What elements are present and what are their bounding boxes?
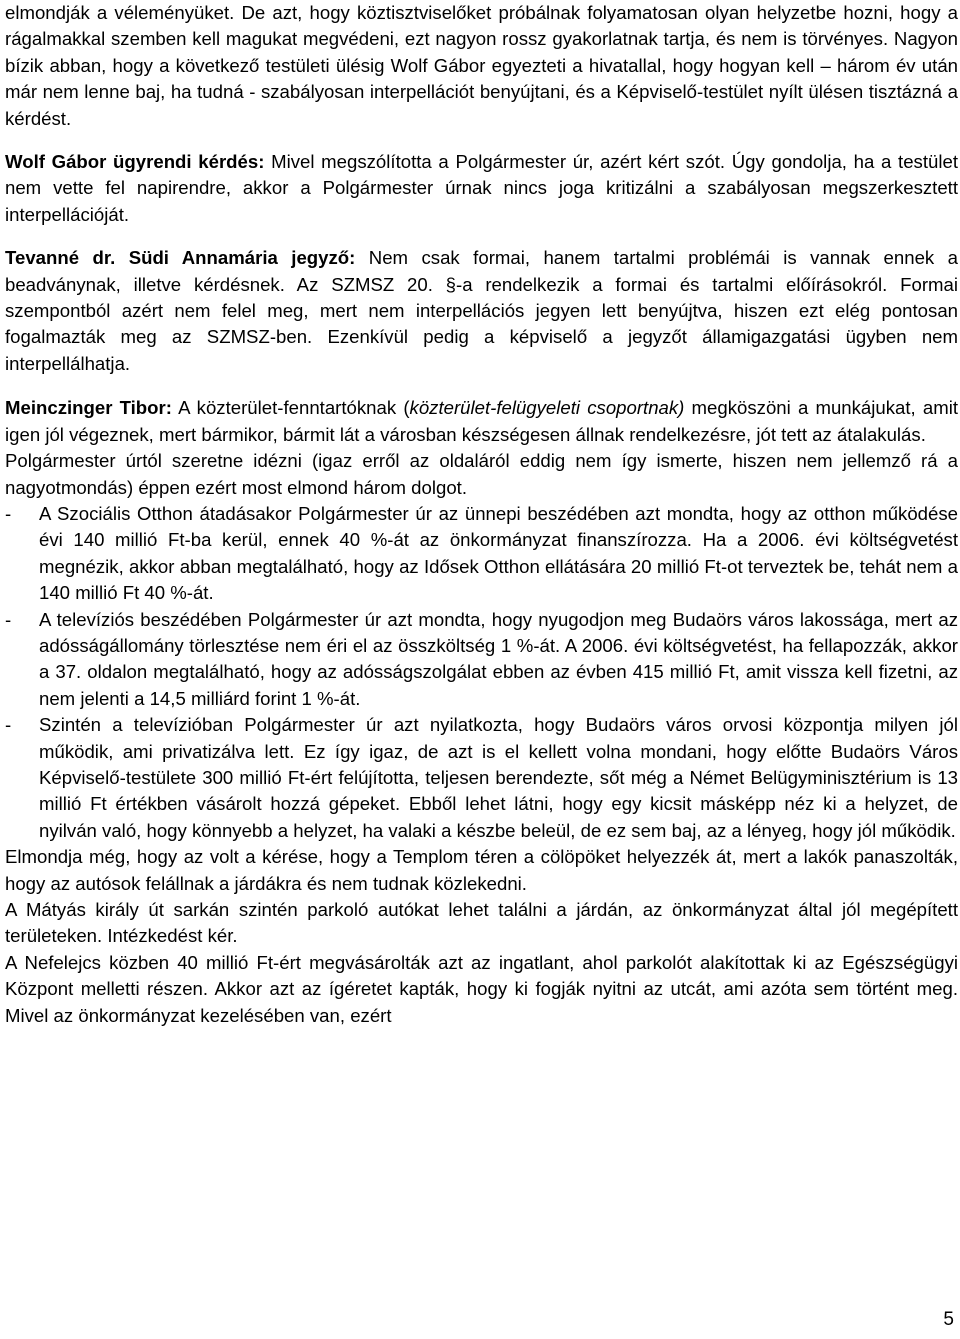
- list-item-text: A televíziós beszédében Polgármester úr azt mondta, hogy nyugodjon meg Budaörs város lakossága, mert az adósságállomány törlesztése nem éri el az összköltség 1 %-át. A 2006. évi költségvetést, ha fellapozzák, akkor a 37. oldalon megtalálható, hogy az adósságszolgálat ebben az évben 415 millió Ft, amit vissza kell fizetni, az nem jelenti a 14,5 milliárd forint 1 %-át.: [39, 608, 958, 709]
- list-marker: -: [5, 714, 12, 736]
- speaker-name: Wolf Gábor ügyrendi kérdés:: [5, 151, 265, 173]
- list-item: [5, 607, 958, 713]
- spacer: [5, 377, 958, 395]
- list-item-text: Szintén a televízióban Polgármester úr azt nyilatkozta, hogy Budaörs város orvosi központja milyen jól működik, ami privatizálva lett. Ez így igaz, de azt is el kellett volna mondani, hogy előtte Budaörs Város Képviselő-testülete 300 millió Ft-ért felújította, teljesen berendezte, sőt még a Német Belügyminisztérium is 13 millió Ft értékben vásárolt hozzá gépeket. Ebből lehet látni, hogy egy kicsit másképp néz ki a helyzet, de nyilván való, hogy könnyebb a helyzet, ha valaki a készbe beleül, de ez sem baj, az a lényeg, hogy jól működik.: [39, 714, 958, 841]
- spacer: [5, 132, 958, 149]
- spacer: [5, 228, 958, 245]
- document-page: [5, 0, 958, 1029]
- list-item-text: A Szociális Otthon átadásakor Polgármester úr az ünnepi beszédében azt mondta, hogy az otthon működése évi 140 millió Ft-ba kerül, ennek 40 %-át az önkormányzat finanszírozza. Ha a 2006. évi költségvetést megnézik, akkor abban megtalálható, hogy az Idősek Otthon ellátására 20 millió Ft-ot terveztek be, tehát nem a 140 millió Ft 40 %-át.: [39, 502, 958, 604]
- paragraph-text: Mivel megszólította a Polgármester úr, azért kért szót. Úgy gondolja, ha a testület nem vette fel napirendre, akkor a Polgármester úrnak nincs joga kritizálni a szabályosan megszerkesztett interpellációját.: [5, 151, 958, 225]
- paragraph-quote-intro: Polgármester úrtól szeretne idézni (igaz erről az oldaláról eddig nem így ismerte, hiszen nem jellemző rá a nagyotmondás) éppen ezért most elmond három dolgot.: [5, 450, 958, 498]
- paragraph-text: megköszöni a munkájukat, amit igen jól végeznek, mert bármikor, bármit lát a városban készségesen állnak rendelkezésre, jót tett az átalakulás.: [5, 397, 959, 445]
- paragraph-nefelejcs: A Nefelejcs közben 40 millió Ft-ért megvásárolták azt az ingatlant, ahol parkolót alakítottak ki az Egészségügyi Központ melletti részen. Akkor azt az ígéretet kapták, hogy ki fogják nyitni az utcát, ami azóta sem történt meg. Mivel az önkormányzat kezelésében van, ezért: [5, 951, 958, 1026]
- paragraph-meinczinger: [5, 395, 958, 448]
- paragraph-wolf-gabor: [5, 149, 958, 228]
- speaker-name: Meinczinger Tibor:: [5, 397, 172, 419]
- paragraph-text: Nem csak formai, hanem tartalmi problémái is vannak ennek a beadványnak, illetve kérdésnek. Az SZMSZ 20. §-a rendelkezik a formai és tartalmi előírásokról. Formai szempontból azért nem felel meg, mert nem interpellációs jegyen lett benyújtva, hiszen ezt elég pontosan fogalmazták meg az SZMSZ-ben. Ezenkívül pedig a képviselő a jegyzőt államigazgatási ügyben nem interpellálhatja.: [5, 247, 958, 374]
- paragraph-intro: elmondják a véleményüket. De azt, hogy köztisztviselőket próbálnak folyamatosan olyan helyzetbe hozni, hogy a rágalmakkal szemben kell magukat megvédeni, ezt nagyon rossz gyakorlatnak tartja, és nem is törvényes. Nagyon bízik abban, hogy a következő testületi ülésig Wolf Gábor egyezteti a hivatallal, hogy hogyan kell – három év után már nem lenne baj, ha tudná - szabályosan interpellációt benyújtani, és a Képviselő-testület nyílt ülésen tisztázná a kérdést.: [5, 2, 958, 129]
- page-number: 5: [943, 1309, 954, 1330]
- paragraph-jegyzo: [5, 245, 958, 377]
- paragraph-text: A közterület-fenntartóknak (: [171, 397, 410, 419]
- list-item: [5, 712, 958, 844]
- dash-list: [5, 501, 958, 844]
- speaker-name: Tevanné dr. Südi Annamária jegyző:: [5, 247, 356, 269]
- paragraph-templom-ter: Elmondja még, hogy az volt a kérése, hogy a Templom téren a cölöpöket helyezzék át, mert a lakók panaszolták, hogy az autósok felállnak a járdákra és nem tudnak közlekedni.: [5, 846, 958, 894]
- list-marker: -: [5, 502, 12, 524]
- paragraph-matyas-kiraly: A Mátyás király út sarkán szintén parkoló autókat lehet találni a járdán, az önkormányzat által jól megépített területeken. Intézkedést kér.: [5, 899, 958, 947]
- list-item: [5, 501, 958, 607]
- list-marker: -: [5, 608, 12, 630]
- italic-text: közterület-felügyeleti csoportnak): [409, 397, 685, 419]
